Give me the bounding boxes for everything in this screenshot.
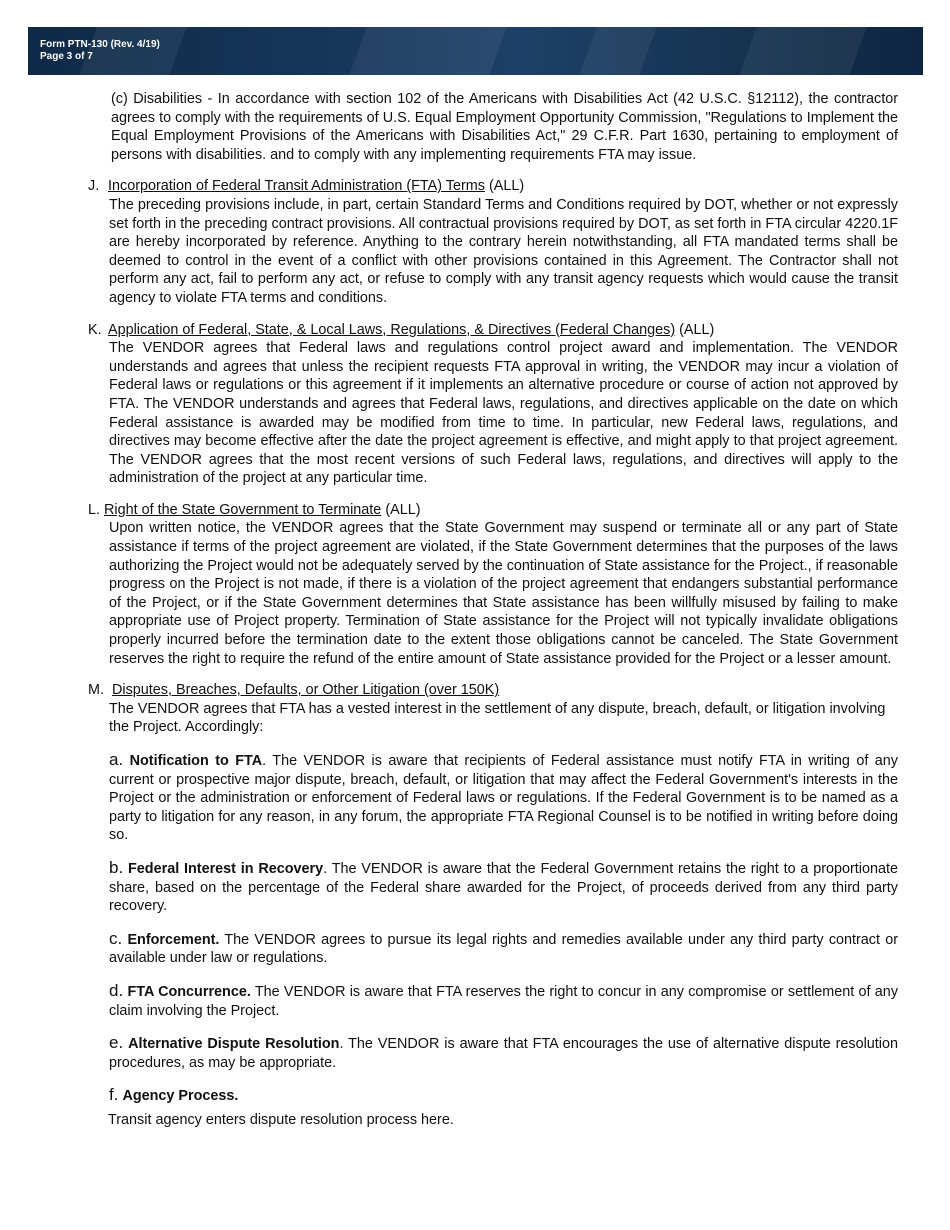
section-j-scope: (ALL): [488, 178, 525, 195]
sub-e-letter: e.: [109, 1033, 124, 1053]
section-k-body: The VENDOR agrees that Federal laws and regulations control project award and implementation. The VENDOR understands and agrees that unless the recipient requests FTA approval in writing, the VENDOR may incur a violation of Federal laws or regulations or this agreement if it implements an alternative procedure or course of action not approved by FTA. The VENDOR understands and agrees that Federal laws, regulations, and directives applicable on the date on which Federal assistance is awarded may be modified from time to time. In particular, new Federal laws, regulations, and directives may become effective after the date the project agreement is effective, and might apply to that project agreement. The VENDOR agrees that the most recent versions of such Federal laws, regulations, and directives will apply to the administration of the project at any particular time.: [109, 340, 898, 487]
sub-d-concurrence: [109, 982, 898, 1020]
form-number: Form PTN-130 (Rev. 4/19): [40, 39, 160, 50]
sub-d-text: The VENDOR is aware that FTA reserves the right to concur in any compromise or settlement of any claim involving the Project.: [109, 983, 899, 1019]
sub-c-letter: c.: [109, 928, 123, 948]
section-l-letter: L.: [88, 501, 101, 518]
section-l-scope: (ALL): [385, 501, 421, 518]
header-decor: [579, 27, 656, 75]
header-text: [40, 39, 160, 63]
sub-c-text: The VENDOR agrees to pursue its legal rights and remedies available under any third party contract or available under law or regulations.: [109, 931, 899, 967]
page-number: Page 3 of 7: [40, 51, 93, 62]
section-j-body: The preceding provisions include, in part, certain Standard Terms and Conditions required by DOT, whether or not expressly set forth in the preceding contract provisions. All contractual provisions required by DOT, as set forth in FTA circular 4220.1F are hereby incorporated by reference. Anything to the contrary herein notwithstanding, all FTA mandated terms shall be deemed to control in the event of a conflict with other provisions contained in this Agreement. The Contractor shall not perform any act, fail to perform any act, or refuse to comply with any transit agency requests which would cause the transit agency to violate FTA terms and conditions.: [109, 196, 898, 306]
document-body: [0, 90, 950, 1130]
section-m-title: Disputes, Breaches, Defaults, or Other Litigation (over 150K): [112, 682, 500, 699]
section-m-letter: M.: [88, 682, 104, 699]
section-k-letter: K.: [88, 321, 102, 338]
section-j-letter: J.: [88, 178, 100, 195]
sub-b-text: . The VENDOR is aware that the Federal Government retains the right to a proportionate share, based on the percentage of the Federal share awarded for the Project, of proceeds derived from any third party recovery.: [109, 860, 899, 915]
section-j: [0, 177, 950, 307]
disabilities-paragraph: (c) Disabilities - In accordance with section 102 of the Americans with Disabilities Act (42 U.S.C. §12112), the contractor agrees to comply with the requirements of U.S. Equal Employment Opportunity Commission, "Regulations to Implement the Equal Employment Provisions of the Americans with Disabilities Act," 29 C.F.R. Part 1630, pertaining to employment of persons with disabilities. and to comply with any implementing requirements FTA may issue.: [111, 91, 898, 163]
section-l: [0, 501, 950, 668]
sub-f-title: Agency Process.: [122, 1088, 239, 1105]
header-decor: [349, 27, 506, 75]
section-l-body: Upon written notice, the VENDOR agrees that the State Government may suspend or terminate all or any part of State assistance if terms of the project agreement are violated, if the State Government determines that the purposes of the laws authorizing the Project would not be adequately served by the continuation of State assistance for the Project., if reasonable progress on the Project is not made, if there is a violation of the project agreement that endangers substantial performance of the Project, or if the State Government determines that State assistance has been willfully misused by failing to make appropriate use of Project property. Termination of State assistance for the Project will not typically invalidate obligations properly incurred before the termination date to the extent those obligations cannot be canceled. The State Government reserves the right to require the refund of the entire amount of State assistance provided for the Project or a lesser amount.: [109, 520, 898, 667]
section-l-title: Right of the State Government to Terminate: [104, 501, 382, 518]
sub-e-text: . The VENDOR is aware that FTA encourages the use of alternative dispute resolution procedures, as may be appropriate.: [109, 1036, 898, 1071]
sub-f-letter: f.: [109, 1085, 119, 1105]
sub-a-letter: a.: [109, 750, 124, 769]
section-m-heading: [88, 681, 950, 700]
sub-a-text: . The VENDOR is aware that recipients of Federal assistance must notify FTA in writing of any current or prospective major dispute, breach, default, or litigation that may affect the Federal Government's interests in the Project or the administration or enforcement of Federal laws or regulations. If the Federal Government is to be named as a party to litigation for any reason, in any forum, the appropriate FTA Regional Counsel is to be notified in writing before doing so.: [109, 753, 898, 844]
sub-f-agency-process: [109, 1086, 898, 1106]
sub-e-adr: [109, 1034, 898, 1072]
section-k-title: Application of Federal, State, & Local Laws, Regulations, & Directives (Federal Changes): [108, 321, 676, 338]
section-j-title: Incorporation of Federal Transit Administration (FTA) Terms: [108, 178, 485, 195]
agency-process-note: Transit agency enters dispute resolution process here.: [108, 1111, 454, 1128]
form-header-bar: [28, 27, 923, 75]
section-k: [0, 321, 950, 488]
sub-d-title: FTA Concurrence.: [127, 983, 251, 1000]
sub-c-enforcement: [109, 930, 898, 968]
sub-a-notification: [109, 751, 898, 845]
sub-c-title: Enforcement.: [127, 931, 220, 948]
section-m: [0, 681, 950, 1129]
section-k-scope: (ALL): [679, 321, 715, 338]
header-decor: [739, 27, 866, 75]
sub-b-letter: b.: [109, 857, 124, 877]
section-m-body: The VENDOR agrees that FTA has a vested interest in the settlement of any dispute, breach, default, or litigation involving the Project. Accordingly:: [109, 700, 886, 736]
section-j-heading: [88, 177, 950, 196]
section-l-heading: [88, 501, 950, 520]
sub-b-title: Federal Interest in Recovery: [128, 860, 324, 877]
sub-d-letter: d.: [109, 980, 124, 1000]
sub-e-title: Alternative Dispute Resolution: [128, 1036, 340, 1053]
section-k-heading: [88, 321, 950, 340]
sub-a-title: Notification to FTA: [129, 753, 263, 769]
sub-b-federal-interest: [109, 859, 898, 916]
